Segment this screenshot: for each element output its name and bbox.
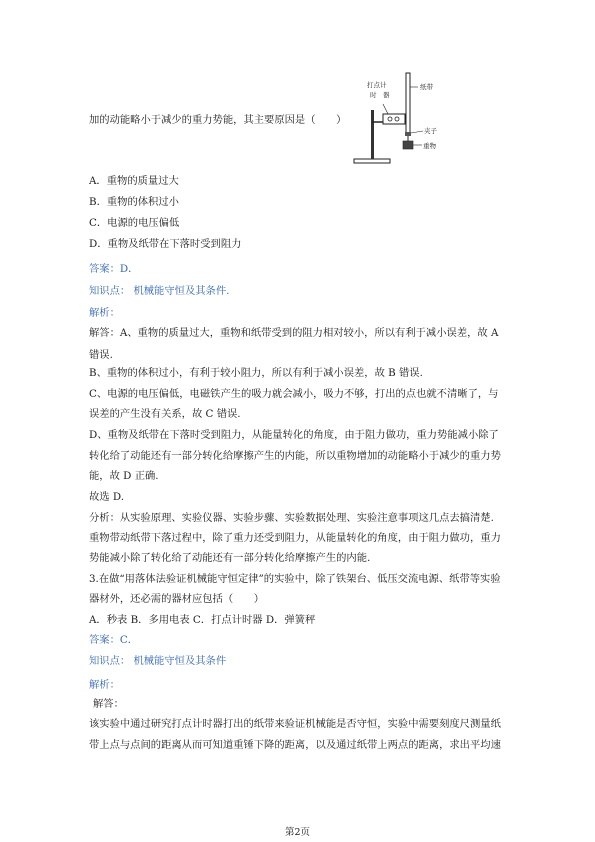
label-timer-2: 时 器 [370,91,390,99]
analysis-line: 重物带动纸带下落过程中，除了重力还受到阻力，从能量转化的角度，由于阻力做功，重力 [89,532,501,544]
page-number: 第2页 [284,827,311,838]
option-c: C．电源的电压偏低 [89,217,180,229]
label-weight: 重物 [423,142,436,150]
options-q3: A．秒表 B．多用电表 C．打点计时器 D．弹簧秤 [89,614,316,626]
option-d: D．重物及纸带在下落时受到阻力 [89,238,242,250]
timer-leader [383,104,388,114]
stand-pole [371,110,374,159]
timer-body [383,114,405,124]
apparatus-drawing [350,70,450,170]
solution-line: 转化给了动能还有一部分转化给摩擦产生的内能，所以重物增加的动能略小于减少的重力势 [89,450,501,462]
free-fall-apparatus-figure [350,70,450,170]
option-b: B．重物的体积过小 [89,196,179,208]
solution-line: D、重物及纸带在下落时受到阻力，从能量转化的角度，由于阻力做功，重力势能减小除了 [89,429,499,441]
solution-line: 错误. [89,349,113,361]
solution-line: C、电源的电压偏低，电磁铁产生的吸力就会减小，吸力不够，打出的点也就不清晰了，与 [89,388,499,400]
solution-line: 误差的产生没有关系，故 C 错误. [89,408,241,420]
knowledge-point-q3: 知识点： 机械能守恒及其条件 [89,655,227,667]
question-intro: 加的动能略小于减少的重力势能，其主要原因是（ ） [89,114,347,126]
analysis-heading: 解析： [89,307,120,319]
weight-block [403,141,413,149]
solution-label-q3: 解答： [93,698,124,710]
solution-line: 能，故 D 正确. [89,470,159,482]
clip [405,132,411,136]
stand-base [354,159,390,163]
analysis-heading-q3: 解析： [89,679,120,691]
answer-label: 答案：D． [89,263,139,275]
answer-label-q3: 答案：C． [89,634,139,646]
knowledge-point: 知识点： 机械能守恒及其条件. [89,285,230,297]
label-timer-1: 打点计 [367,81,387,89]
solution-line-q3: 该实验中通过研究打点计时器打出的纸带来验证机械能是否守恒，实验中需要刻度尺测量纸 [89,718,501,730]
clip-leader [411,131,423,133]
option-a: A．重物的质量过大 [89,175,179,187]
solution-line-q3: 带上点与点间的距离从而可知道重锤下降的距离，以及通过纸带上两点的距离，求出平均速 [89,739,501,751]
solution-line: 解答：A、重物的质量过大，重物和纸带受到的阻力相对较小，所以有利于减小误差，故 A [89,327,499,339]
analysis-line: 势能减小除了转化给了动能还有一部分转化给摩擦产生的内能. [89,552,371,564]
question-3-line: 器材外，还必需的器材应包括（ ） [89,593,265,605]
label-tape: 纸带 [420,83,433,91]
question-3-line: 3.在做“用落体法验证机械能守恒定律”的实验中，除了铁架台、低压交流电源、纸带等实验 [89,573,501,585]
analysis-line: 分析：从实验原理、实验仪器、实验步骤、实验数据处理、实验注意事项这几点去搞清楚. [89,512,494,524]
paper-tape [406,73,410,133]
conclusion-line: 故选 D. [89,491,125,503]
solution-line: B、重物的体积过小，有利于较小阻力，所以有利于减小误差，故 B 错误. [89,367,423,379]
label-clip: 夹子 [424,127,437,135]
